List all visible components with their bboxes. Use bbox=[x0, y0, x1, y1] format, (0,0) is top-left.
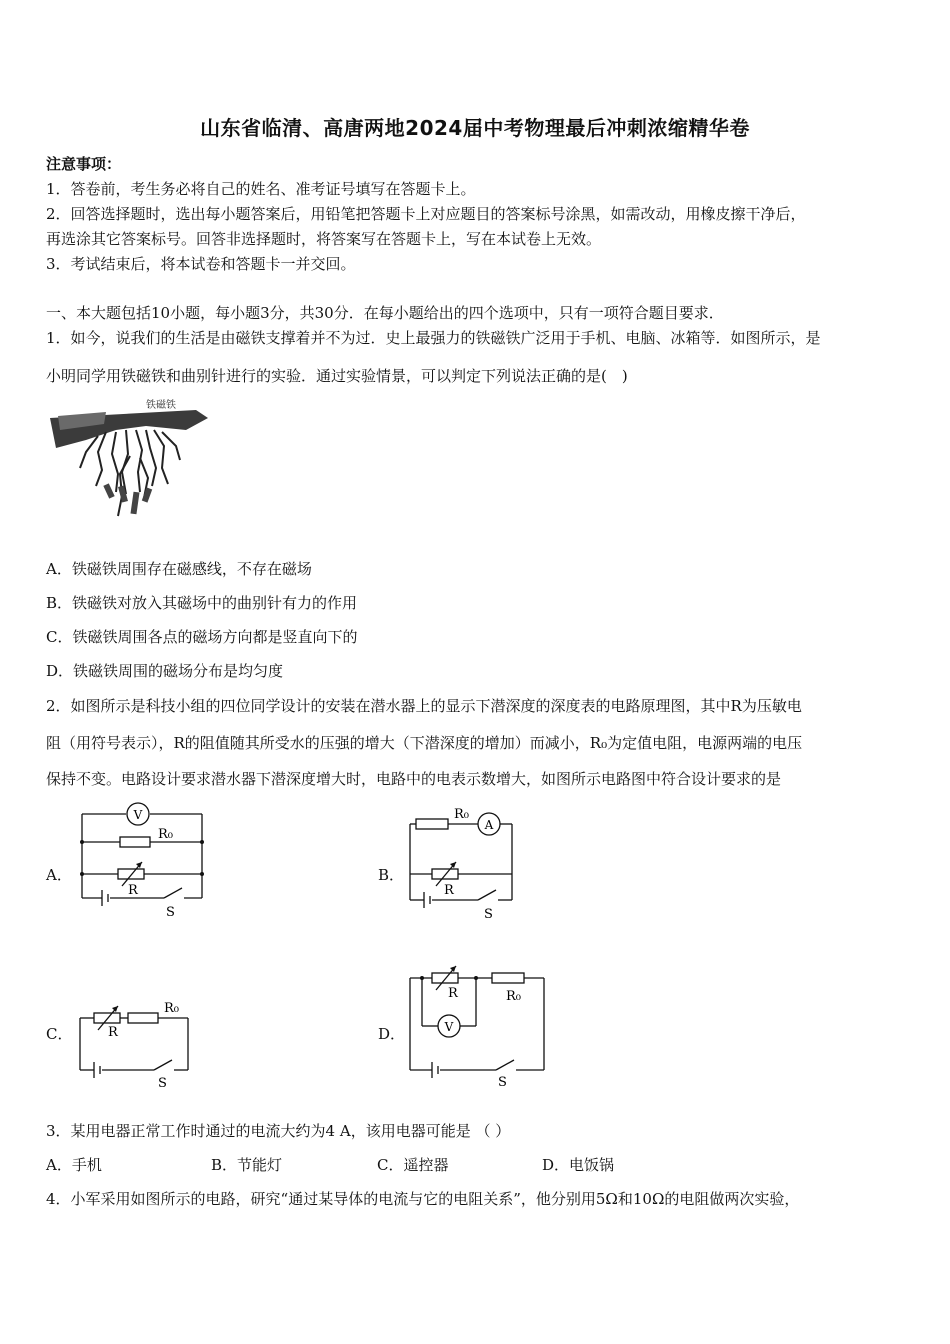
q2-circuit-d bbox=[404, 962, 552, 1090]
notice-item-1: 1．答卷前，考生务必将自己的姓名、准考证号填写在答题卡上。 bbox=[46, 180, 476, 198]
notice-heading: 注意事项： bbox=[46, 155, 122, 173]
svg-text:V: V bbox=[133, 808, 143, 822]
q1-magnet-photo bbox=[46, 396, 214, 532]
svg-text:R: R bbox=[444, 883, 454, 898]
notice-item-3: 3．考试结束后，将本试卷和答题卡一并交回。 bbox=[46, 255, 356, 273]
q2-option-a-label: A． bbox=[46, 866, 72, 884]
svg-text:R₀: R₀ bbox=[164, 1001, 179, 1016]
svg-text:R: R bbox=[448, 986, 458, 1001]
q4-stem-line1: 4．小军采用如图所示的电路，研究“通过某导体的电流与它的电阻关系”，他分别用5Ω和10Ω的电阻做两次实验， bbox=[46, 1190, 800, 1208]
section-heading: 一、本大题包括10小题，每小题3分，共30分．在每小题给出的四个选项中，只有一项符合题目要求． bbox=[46, 304, 724, 322]
svg-text:S: S bbox=[158, 1076, 167, 1090]
q1-stem-line1: 1．如今，说我们的生活是由磁铁支撑着并不为过．史上最强力的铁磁铁广泛用于手机、电脑、冰箱等．如图所示，是 bbox=[46, 329, 821, 347]
svg-text:R: R bbox=[108, 1025, 118, 1040]
q3-option-d: D．电饭锅 bbox=[542, 1156, 615, 1174]
q1-option-d: D．铁磁铁周围的磁场分布是均匀度 bbox=[46, 662, 284, 680]
q3-option-c: C．遥控器 bbox=[377, 1156, 449, 1174]
svg-text:V: V bbox=[444, 1020, 454, 1034]
q1-option-c: C．铁磁铁周围各点的磁场方向都是竖直向下的 bbox=[46, 628, 358, 646]
q2-stem-line2: 阻（用符号表示），R的阻值随其所受水的压强的增大（下潜深度的增加）而减小，R₀为定值电阻，电源两端的电压 bbox=[46, 734, 803, 752]
svg-text:R: R bbox=[128, 883, 138, 898]
q2-circuit-b bbox=[404, 800, 524, 924]
document-title: 山东省临清、高唐两地2024届中考物理最后冲刺浓缩精华卷 bbox=[200, 116, 750, 140]
svg-text:S: S bbox=[484, 907, 493, 922]
q2-circuit-c bbox=[74, 994, 198, 1090]
svg-text:A: A bbox=[484, 818, 494, 832]
q3-option-b: B．节能灯 bbox=[211, 1156, 283, 1174]
q1-stem-line2: 小明同学用铁磁铁和曲别针进行的实验．通过实验情景，可以判定下列说法正确的是( ) bbox=[46, 367, 628, 385]
q2-option-c-label: C． bbox=[46, 1025, 73, 1043]
q3-stem: 3．某用电器正常工作时通过的电流大约为4 A，该用电器可能是 （ ） bbox=[46, 1122, 511, 1140]
svg-text:S: S bbox=[166, 905, 175, 920]
q2-stem-line3: 保持不变。电路设计要求潜水器下潜深度增大时，电路中的电表示数增大，如图所示电路图中符合设计要求的是 bbox=[46, 770, 782, 788]
notice-item-2: 2．回答选择题时，选出每小题答案后，用铅笔把答题卡上对应题目的答案标号涂黑，如需改动，用橡皮擦干净后， bbox=[46, 205, 806, 223]
q2-stem-line1: 2．如图所示是科技小组的四位同学设计的安装在潜水器上的显示下潜深度的深度表的电路原理图，其中R为压敏电 bbox=[46, 697, 802, 715]
svg-text:R₀: R₀ bbox=[158, 827, 173, 842]
q1-option-a: A．铁磁铁周围存在磁感线，不存在磁场 bbox=[46, 560, 312, 578]
q3-option-a: A．手机 bbox=[46, 1156, 102, 1174]
svg-text:S: S bbox=[498, 1075, 507, 1090]
notice-item-2-cont: 再选涂其它答案标号。回答非选择题时，将答案写在答题卡上，写在本试卷上无效。 bbox=[46, 230, 602, 248]
q2-option-b-label: B． bbox=[378, 866, 405, 884]
q2-circuit-a bbox=[76, 800, 216, 924]
svg-text:R₀: R₀ bbox=[454, 807, 469, 822]
magnet-label: 铁磁铁 bbox=[146, 400, 176, 411]
svg-text:R₀: R₀ bbox=[506, 989, 521, 1004]
q2-option-d-label: D． bbox=[378, 1025, 406, 1043]
q1-option-b: B．铁磁铁对放入其磁场中的曲别针有力的作用 bbox=[46, 594, 358, 612]
